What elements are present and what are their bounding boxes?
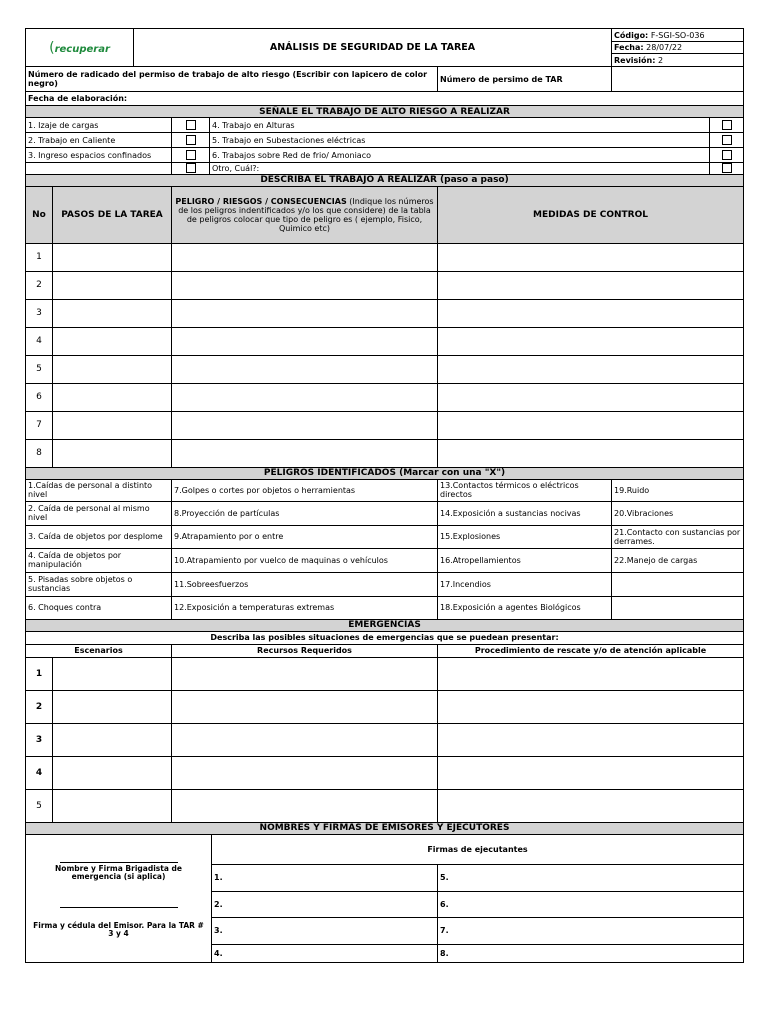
paso-row <box>26 439 744 467</box>
escenario-number: 1 <box>26 657 53 690</box>
checkbox-box[interactable] <box>186 163 196 173</box>
recursos-field[interactable] <box>172 789 438 822</box>
peligro-field[interactable] <box>172 355 438 383</box>
paso-number: 7 <box>26 411 53 439</box>
procedimiento-field[interactable] <box>438 657 744 690</box>
paso-field[interactable] <box>53 383 172 411</box>
paso-row <box>26 355 744 383</box>
checkbox-box[interactable] <box>722 120 732 130</box>
checkbox-otro[interactable] <box>710 163 744 175</box>
checkbox-box[interactable] <box>186 135 196 145</box>
escenario-field[interactable] <box>53 789 172 822</box>
procedimiento-field[interactable] <box>438 789 744 822</box>
peligro-field[interactable] <box>172 439 438 467</box>
ejecutante-signature[interactable]: 7. <box>438 917 744 944</box>
pasos-title: DESCRIBA EL TRABAJO A REALIZAR (paso a paso) <box>26 174 744 186</box>
peligro-item[interactable]: 9.Atrapamiento por o entre <box>172 525 438 548</box>
firmas-table <box>25 822 744 963</box>
peligro-field[interactable] <box>172 383 438 411</box>
emergencia-row <box>26 690 744 723</box>
fecha-elaboracion-label: Fecha de elaboración: <box>26 92 744 106</box>
riesgo-option-6: 6. Trabajos sobre Red de frio/ Amoniaco <box>210 148 710 163</box>
escenario-field[interactable] <box>53 657 172 690</box>
ejecutante-signature[interactable]: 5. <box>438 864 744 891</box>
paso-row <box>26 271 744 299</box>
ejecutante-signature[interactable]: 3. <box>212 917 438 944</box>
peligro-row <box>26 525 744 548</box>
paso-field[interactable] <box>53 327 172 355</box>
emisor-signature-block[interactable] <box>26 834 212 962</box>
emergencias-table <box>25 619 744 823</box>
col-no: No <box>26 186 53 243</box>
recursos-field[interactable] <box>172 723 438 756</box>
paso-row <box>26 299 744 327</box>
procedimiento-field[interactable] <box>438 690 744 723</box>
paso-field[interactable] <box>53 243 172 271</box>
peligro-item[interactable]: 22.Manejo de cargas <box>612 548 744 572</box>
peligro-field[interactable] <box>172 299 438 327</box>
escenario-number: 2 <box>26 690 53 723</box>
medida-field[interactable] <box>438 271 744 299</box>
alto-riesgo-title: SEÑALE EL TRABAJO DE ALTO RIESGO A REALIZAR <box>26 106 744 118</box>
peligro-item <box>612 596 744 619</box>
peligro-item[interactable]: 5. Pisadas sobre objetos o sustancias <box>26 572 172 596</box>
peligro-field[interactable] <box>172 327 438 355</box>
riesgo-option-4: 4. Trabajo en Alturas <box>210 118 710 133</box>
peligro-item[interactable]: 2. Caída de personal al mismo nivel <box>26 501 172 525</box>
riesgo-option-3: 3. Ingreso espacios confinados <box>26 148 172 163</box>
checkbox-box[interactable] <box>722 163 732 173</box>
fecha-cell <box>612 42 744 54</box>
checkbox-alturas[interactable] <box>710 118 744 133</box>
checkbox-otro-left[interactable] <box>172 163 210 175</box>
emergencias-subtitle: Describa las posibles situaciones de emergencias que se puedean presentar: <box>26 631 744 644</box>
checkbox-box[interactable] <box>722 150 732 160</box>
paso-number: 2 <box>26 271 53 299</box>
procedimiento-field[interactable] <box>438 756 744 789</box>
col-peligro-rest: (Indique los números de los peligros indentificados y/o los que considere) de la tabla de peligros colocar que tipo de peligro es ( ejemplo, Fisico, Quimico etc) <box>178 196 434 233</box>
codigo-value: F-SGI-SO-036 <box>650 30 705 40</box>
peligros-title: PELIGROS IDENTIFICADOS (Marcar con una "X") <box>26 467 744 479</box>
peligro-field[interactable] <box>172 411 438 439</box>
col-recursos: Recursos Requeridos <box>172 644 438 657</box>
peligro-item[interactable]: 4. Caída de objetos por manipulación <box>26 548 172 572</box>
logo-text: recuperar <box>54 43 110 55</box>
ast-form <box>25 28 743 963</box>
peligro-item[interactable]: 17.Incendios <box>438 572 612 596</box>
peligro-item[interactable]: 3. Caída de objetos por desplome <box>26 525 172 548</box>
paso-number: 6 <box>26 383 53 411</box>
recursos-field[interactable] <box>172 657 438 690</box>
paso-field[interactable] <box>53 439 172 467</box>
peligro-item <box>612 572 744 596</box>
escenario-field[interactable] <box>53 756 172 789</box>
procedimiento-field[interactable] <box>438 723 744 756</box>
peligro-item[interactable]: 13.Contactos térmicos o eléctricos directos <box>438 479 612 501</box>
paso-number: 1 <box>26 243 53 271</box>
fecha-label: Fecha: <box>614 43 644 52</box>
peligro-item[interactable]: 19.Ruido <box>612 479 744 501</box>
col-procedimiento: Procedimiento de rescate y/o de atención aplicable <box>438 644 744 657</box>
peligro-item[interactable]: 1.Caídas de personal a distinto nivel <box>26 479 172 501</box>
paso-field[interactable] <box>53 355 172 383</box>
medida-field[interactable] <box>438 355 744 383</box>
brigadista-label: Nombre y Firma Brigadista de emergencia (si aplica) <box>55 864 182 881</box>
checkbox-box[interactable] <box>186 150 196 160</box>
info-table <box>25 66 744 106</box>
emergencia-row <box>26 789 744 822</box>
riesgo-option-5: 5. Trabajo en Subestaciones eléctricas <box>210 133 710 148</box>
ejecutante-signature[interactable]: 2. <box>212 891 438 917</box>
col-peligro <box>172 186 438 243</box>
ejecutante-signature[interactable]: 4. <box>212 944 438 962</box>
tar-label: Número de persimo de TAR <box>438 67 612 92</box>
peligro-item[interactable]: 14.Exposición a sustancias nocivas <box>438 501 612 525</box>
medida-field[interactable] <box>438 243 744 271</box>
peligro-item[interactable]: 20.Vibraciones <box>612 501 744 525</box>
paso-row <box>26 383 744 411</box>
col-pasos: PASOS DE LA TAREA <box>53 186 172 243</box>
paso-field[interactable] <box>53 299 172 327</box>
escenario-number: 3 <box>26 723 53 756</box>
checkbox-caliente[interactable] <box>172 133 210 148</box>
checkbox-box[interactable] <box>722 135 732 145</box>
medida-field[interactable] <box>438 299 744 327</box>
emergencia-row <box>26 657 744 690</box>
pasos-table <box>25 174 744 468</box>
ejecutantes-title: Firmas de ejecutantes <box>212 834 744 864</box>
paso-row <box>26 411 744 439</box>
emergencia-row <box>26 723 744 756</box>
emisor-label: Firma y cédula del Emisor. Para la TAR # 3 y 4 <box>33 921 204 938</box>
peligro-item[interactable]: 10.Atrapamiento por vuelco de maquinas o vehículos <box>172 548 438 572</box>
tar-value-field[interactable] <box>612 67 744 92</box>
codigo-label: Código: <box>614 30 649 40</box>
col-escenarios: Escenarios <box>26 644 172 657</box>
peligro-row <box>26 479 744 501</box>
emergencias-title: EMERGENCIAS <box>26 619 744 631</box>
ejecutante-signature[interactable]: 1. <box>212 864 438 891</box>
paso-field[interactable] <box>53 411 172 439</box>
peligro-field[interactable] <box>172 271 438 299</box>
peligro-item[interactable]: 15.Explosiones <box>438 525 612 548</box>
peligro-row <box>26 596 744 619</box>
peligro-row <box>26 501 744 525</box>
peligro-item[interactable]: 8.Proyección de partículas <box>172 501 438 525</box>
escenario-number: 4 <box>26 756 53 789</box>
col-peligro-bold: PELIGRO / RIESGOS / CONSECUENCIAS <box>175 196 347 206</box>
form-title: ANÁLISIS DE SEGURIDAD DE LA TAREA <box>134 29 612 67</box>
peligros-table <box>25 467 744 620</box>
checkbox-izaje[interactable] <box>172 118 210 133</box>
medida-field[interactable] <box>438 411 744 439</box>
paso-number: 5 <box>26 355 53 383</box>
paso-field[interactable] <box>53 271 172 299</box>
medida-field[interactable] <box>438 383 744 411</box>
recursos-field[interactable] <box>172 756 438 789</box>
revision-label: Revisión: <box>614 55 656 65</box>
checkbox-red-frio[interactable] <box>710 148 744 163</box>
alto-riesgo-table <box>25 105 744 175</box>
recursos-field[interactable] <box>172 690 438 723</box>
peligro-item[interactable]: 12.Exposición a temperaturas extremas <box>172 596 438 619</box>
peligro-item[interactable]: 16.Atropellamientos <box>438 548 612 572</box>
medida-field[interactable] <box>438 327 744 355</box>
medida-field[interactable] <box>438 439 744 467</box>
revision-value: 2 <box>657 55 664 65</box>
peligro-row <box>26 548 744 572</box>
fecha-value: 28/07/22 <box>646 43 683 52</box>
peligro-item[interactable]: 11.Sobreesfuerzos <box>172 572 438 596</box>
paso-number: 4 <box>26 327 53 355</box>
paso-number: 8 <box>26 439 53 467</box>
peligro-item[interactable]: 21.Contacto con sustancias por derrames. <box>612 525 744 548</box>
paso-number: 3 <box>26 299 53 327</box>
peligro-item[interactable]: 18.Exposición a agentes Biológicos <box>438 596 612 619</box>
checkbox-box[interactable] <box>186 120 196 130</box>
peligro-row <box>26 572 744 596</box>
logo: (recuperar <box>26 29 134 67</box>
riesgo-option-otro: Otro, Cuál?: <box>210 163 710 175</box>
peligro-item[interactable]: 6. Choques contra <box>26 596 172 619</box>
checkbox-confinados[interactable] <box>172 148 210 163</box>
escenario-number: 5 <box>26 789 53 822</box>
riesgo-empty <box>26 163 172 175</box>
riesgo-option-2: 2. Trabajo en Caliente <box>26 133 172 148</box>
radicado-label: Número de radicado del permiso de trabajo de alto riesgo (Escribir con lapicero de color negro) <box>26 67 438 92</box>
riesgo-option-1: 1. Izaje de cargas <box>26 118 172 133</box>
escenario-field[interactable] <box>53 690 172 723</box>
firmas-title: NOMBRES Y FIRMAS DE EMISORES Y EJECUTORES <box>26 822 744 834</box>
col-medidas: MEDIDAS DE CONTROL <box>438 186 744 243</box>
revision-cell <box>612 54 744 67</box>
peligro-field[interactable] <box>172 243 438 271</box>
ejecutante-signature[interactable]: 8. <box>438 944 744 962</box>
paso-row <box>26 243 744 271</box>
paso-row <box>26 327 744 355</box>
escenario-field[interactable] <box>53 723 172 756</box>
checkbox-subestaciones[interactable] <box>710 133 744 148</box>
emergencia-row <box>26 756 744 789</box>
ejecutante-signature[interactable]: 6. <box>438 891 744 917</box>
codigo-cell <box>612 29 744 42</box>
form-header <box>25 28 744 67</box>
peligro-item[interactable]: 7.Golpes o cortes por objetos o herramientas <box>172 479 438 501</box>
